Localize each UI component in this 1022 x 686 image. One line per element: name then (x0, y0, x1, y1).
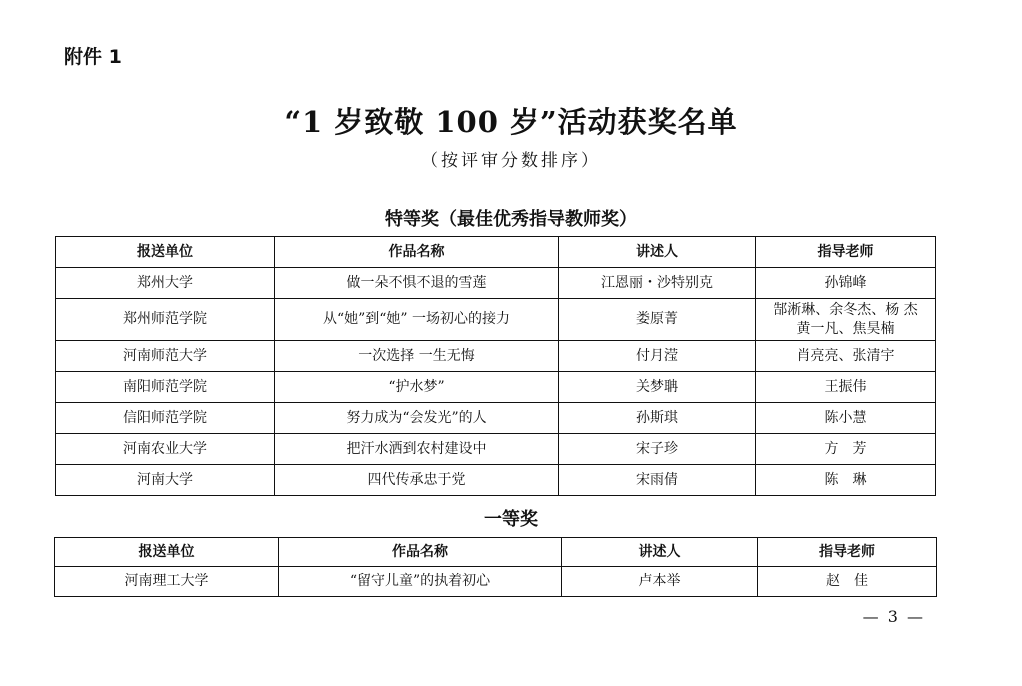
cell-work: 从“她”到“她” 一场初心的接力 (275, 299, 559, 341)
special-award-table (55, 236, 936, 496)
cell-unit: 南阳师范学院 (56, 372, 275, 403)
table-row (56, 372, 936, 403)
cell-unit: 郑州师范学院 (56, 299, 275, 341)
table-header-row (56, 237, 936, 268)
cell-unit: 河南大学 (56, 465, 275, 496)
cell-narrator: 卢本举 (562, 567, 758, 597)
table-row (56, 341, 936, 372)
section-heading-first-prize: 一等奖 (484, 509, 538, 530)
table-row (56, 465, 936, 496)
cell-work: 把汗水洒到农村建设中 (275, 434, 559, 465)
table-row (56, 434, 936, 465)
table-row (56, 403, 936, 434)
cell-work: 四代传承忠于党 (275, 465, 559, 496)
cell-narrator: 宋雨倩 (559, 465, 756, 496)
column-header-advisor: 指导老师 (758, 538, 937, 567)
cell-advisor: 孙锦峰 (756, 268, 936, 299)
column-header-unit: 报送单位 (56, 237, 275, 268)
table-row (56, 299, 936, 341)
cell-unit: 河南师范大学 (56, 341, 275, 372)
table-body (56, 268, 936, 496)
cell-advisor: 肖亮亮、张清宇 (756, 341, 936, 372)
cell-work: “留守儿童”的执着初心 (279, 567, 562, 597)
column-header-narrator: 讲述人 (562, 538, 758, 567)
cell-unit: 信阳师范学院 (56, 403, 275, 434)
table-row (55, 567, 937, 597)
column-header-narrator: 讲述人 (559, 237, 756, 268)
column-header-unit: 报送单位 (55, 538, 279, 567)
first-prize-table (54, 537, 937, 597)
cell-work: 做一朵不惧不退的雪莲 (275, 268, 559, 299)
cell-narrator: 娄原菁 (559, 299, 756, 341)
cell-advisor: 陈小慧 (756, 403, 936, 434)
column-header-work: 作品名称 (275, 237, 559, 268)
cell-narrator: 江恩丽・沙特别克 (559, 268, 756, 299)
cell-advisor: 赵 佳 (758, 567, 937, 597)
cell-narrator: 宋子珍 (559, 434, 756, 465)
column-header-work: 作品名称 (279, 538, 562, 567)
cell-advisor: 陈 琳 (756, 465, 936, 496)
column-header-advisor: 指导老师 (756, 237, 936, 268)
page-title: “1 岁致敬 100 岁”活动获奖名单 (284, 105, 738, 139)
cell-work: “护水梦” (275, 372, 559, 403)
cell-work: 努力成为“会发光”的人 (275, 403, 559, 434)
cell-narrator: 关梦聃 (559, 372, 756, 403)
cell-unit: 郑州大学 (56, 268, 275, 299)
table-header-row (55, 538, 937, 567)
table-body (55, 567, 937, 597)
cell-advisor: 郜淅琳、余冬杰、杨 杰 黄一凡、焦昊楠 (756, 299, 936, 341)
cell-narrator: 付月滢 (559, 341, 756, 372)
page-subtitle: （按评审分数排序） (421, 151, 601, 171)
cell-unit: 河南农业大学 (56, 434, 275, 465)
cell-work: 一次选择 一生无悔 (275, 341, 559, 372)
section-heading-special-award: 特等奖（最佳优秀指导教师奖） (385, 209, 637, 230)
cell-narrator: 孙斯琪 (559, 403, 756, 434)
table-row (56, 268, 936, 299)
cell-advisor: 王振伟 (756, 372, 936, 403)
cell-advisor: 方 芳 (756, 434, 936, 465)
attachment-label: 附件 1 (64, 46, 122, 68)
page-number: — 3 — (862, 607, 925, 626)
cell-unit: 河南理工大学 (55, 567, 279, 597)
